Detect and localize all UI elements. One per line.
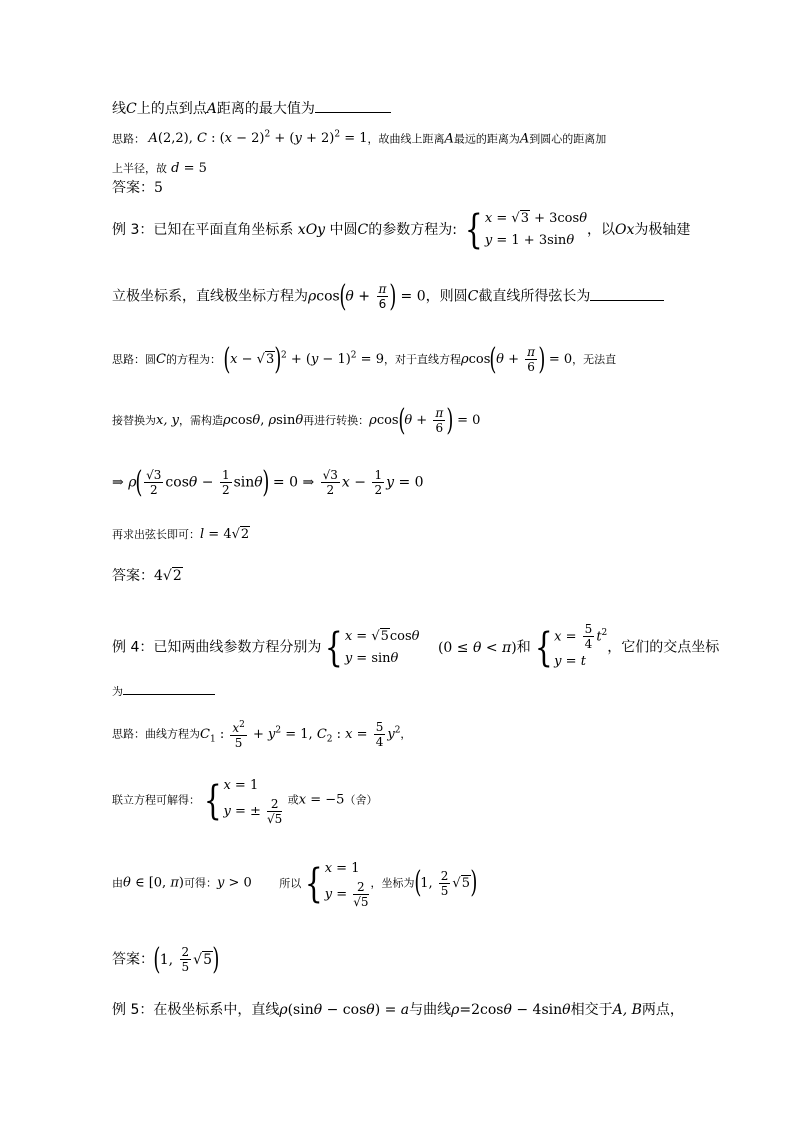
hint-3-line-4: 再求出弦长即可：l = 4√2: [112, 527, 250, 542]
text: 的方程为：: [165, 353, 221, 366]
text: 所以: [279, 876, 302, 890]
hint-label: 思路：: [112, 132, 145, 146]
answer-3: 答案：4√2: [112, 568, 182, 584]
text: 线: [112, 101, 126, 117]
example-5: 例 5：在极坐标系中，直线ρ(sinθ − cosθ) = a与曲线ρ=2cosθ − 4sinθ相交于A, B两点，: [112, 1002, 684, 1018]
text: 已知两曲线参数方程分别为: [153, 639, 322, 656]
answer-blank[interactable]: [315, 98, 391, 113]
text: 在极坐标系中，直线: [153, 1002, 280, 1018]
text: 再求出弦长即可：: [112, 528, 200, 541]
answer-label: 答案：: [112, 180, 154, 196]
text: ，对于直线方程: [383, 353, 461, 366]
text: 截直线所得弦长为: [478, 288, 591, 305]
answer-blank[interactable]: [123, 680, 215, 695]
text: 再进行转换：: [303, 414, 370, 427]
example-label: 例 5：: [112, 1002, 154, 1018]
text: ，故曲线上距离: [367, 132, 445, 146]
hint-3-derivation: ⇒ ρ( $\frac{√3}{2}$ cosθ − $\frac{1}{2}$ sinθ) = 0 ⇒ $\frac{√3}{2}$ x − $\frac{1}{2}$ y = 0: [112, 464, 424, 500]
hint-3-line-1: 思路：圆C的方程为： $(x - √3)^2 + (y - 1)^2 = 9$，对于直线方程ρcos(θ + $\frac{\pi}{6}$ ) = 0，无法直: [112, 341, 617, 377]
answer-value: 5: [154, 180, 163, 196]
text: 可得：: [183, 876, 217, 890]
answer-4: 答案：(1, $\frac{2}{5}$ √5): [112, 941, 220, 977]
text: ，需构造: [178, 414, 223, 427]
text: 与曲线: [409, 1002, 452, 1018]
example-label: 例 4：: [112, 639, 154, 656]
text: 相交于: [570, 1002, 613, 1018]
answer-blank[interactable]: [590, 286, 664, 301]
text: 上半径，故: [112, 162, 167, 175]
text: 立极坐标系，直线极坐标方程为: [112, 288, 308, 305]
example-3-cont: 立极坐标系，直线极坐标方程为ρcos(θ + $\frac{\pi}{6}$ ) = 0，则圆C截直线所得弦长为: [112, 282, 664, 311]
hint-4-line-1: 思路：曲线方程为$C_1$ : $\frac{x^2}{5}$ + $y^2 = 1$, $C_2$ : x = $\frac{5}{4}$ $y^2$，: [112, 719, 412, 750]
example-label: 例 3：: [112, 222, 154, 238]
hint-label: 思路：圆: [112, 353, 156, 366]
text: ，无法直: [572, 353, 617, 366]
hint-4-line-3: 由θ ∈ [0, π)可得：y > 0 所以{ x = 1 y = $\frac{2}{√5}$ ，坐标为(1, $\frac{2}{5}$ √5): [112, 860, 478, 909]
text: ，以: [587, 222, 616, 238]
hint-4-line-2: 联立方程可解得：{ x = 1 y = ± $\frac{2}{√5}$ 或x = −5（舍）: [112, 777, 378, 826]
example-4: 例 4：已知两曲线参数方程分别为{ x = √5cosθ y = sinθ (0 ≤ θ < π)和{ x = $\frac{5}{4}$ $t^2$ y = t ，它们的交点坐标: [112, 622, 720, 671]
text: 联立方程可解得：: [112, 793, 200, 807]
example-4-cont: [112, 680, 215, 702]
text: 由: [112, 876, 123, 890]
text: 和: [516, 639, 531, 656]
answer-1: [112, 178, 163, 198]
text: （舍）: [344, 793, 378, 807]
text: 接替换为: [112, 414, 156, 427]
text: 已知在平面直角坐标系: [153, 222, 294, 238]
example-3: 例 3：已知在平面直角坐标系 xOy 中圆C的参数方程为: { x = √3 + 3cosθ y = 1 + 3sinθ ，以Ox为极轴建: [112, 207, 691, 253]
text: 思路：曲线方程为: [112, 727, 200, 741]
hint-line-1: 思路： A(2,2), C : $(x - 2)^2 + (y + 2)^2 = 1$，故曲线上距离A最远的距离为A到圆心的距离加: [112, 130, 607, 147]
text: 为: [112, 685, 123, 698]
hint-3-line-2: 接替换为x, y，需构造ρcosθ, ρsinθ再进行转换：ρcos(θ + $\frac{\pi}{6}$ ) = 0: [112, 402, 481, 438]
hint-line-2: 上半径，故 d = 5: [112, 161, 207, 176]
text: 距离的最大值为: [216, 101, 315, 117]
answer-label: 答案：: [112, 568, 154, 584]
line-1: 线C上的点到点A距离的最大值为: [112, 98, 391, 119]
text: ，坐标为: [370, 876, 415, 890]
answer-label: 答案：: [112, 951, 154, 968]
text: 上的点到点: [136, 101, 207, 117]
text: 到圆心的距离加: [529, 132, 607, 146]
text: 或: [287, 793, 299, 807]
text: 中圆: [329, 222, 358, 238]
text: ，则圆: [425, 288, 468, 305]
text: 两点，: [641, 1002, 684, 1018]
text: 为极轴建: [634, 222, 691, 238]
text: 的参数方程为:: [368, 222, 457, 238]
text: ，它们的交点坐标: [607, 639, 720, 656]
text: 最远的距离为: [453, 132, 520, 146]
